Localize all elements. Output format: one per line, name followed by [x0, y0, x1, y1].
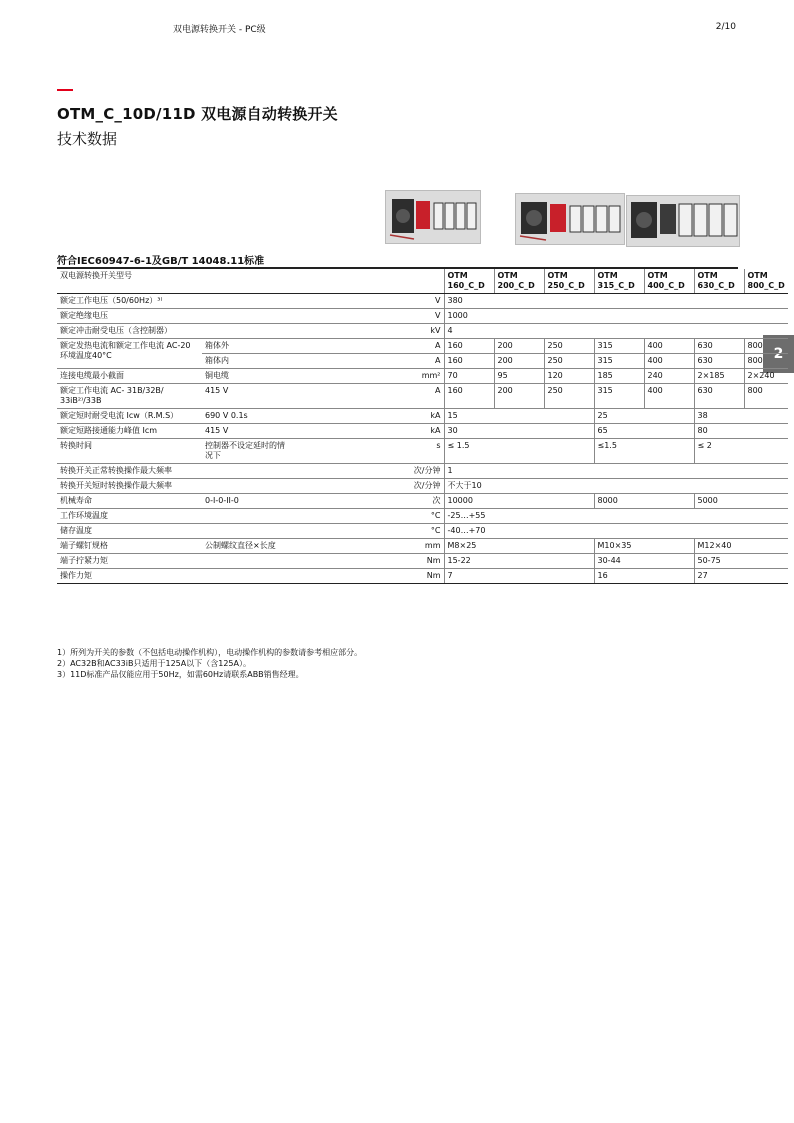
row-condition: 箱体内 — [202, 354, 295, 369]
product-photo-large — [626, 195, 740, 247]
row-value: 16 — [594, 569, 694, 584]
row-condition: 铜电缆 — [202, 369, 295, 384]
row-unit: V — [392, 309, 444, 324]
row-value: 160 — [444, 384, 494, 409]
row-label: 转换开关短时转换操作最大频率 — [57, 479, 202, 494]
row-value: 630 — [694, 354, 744, 369]
table-row — [57, 494, 788, 509]
row-unit: kA — [392, 409, 444, 424]
table-row — [57, 524, 788, 539]
model-col: OTM 800_C_D — [744, 269, 788, 294]
row-value: 80 — [694, 424, 788, 439]
row-value: 800 — [744, 384, 788, 409]
row-value: -25…+55 — [444, 509, 788, 524]
row-unit: mm² — [392, 369, 444, 384]
table-row — [57, 424, 788, 439]
row-value: 1 — [444, 464, 788, 479]
table-row — [57, 324, 788, 339]
row-value: 25 — [594, 409, 694, 424]
row-value: 250 — [544, 354, 594, 369]
row-unit: kA — [392, 424, 444, 439]
row-value: 15-22 — [444, 554, 594, 569]
row-label: 转换时间 — [57, 439, 202, 464]
row-spacer — [295, 294, 392, 309]
table-header-row — [57, 269, 788, 294]
page-title: OTM_C_10D/11D 双电源自动转换开关 — [57, 105, 338, 123]
row-value: ≤1.5 — [594, 439, 694, 464]
row-label: 机械寿命 — [57, 494, 202, 509]
product-photo-small — [385, 190, 481, 244]
row-condition: 箱体外 — [202, 339, 295, 354]
row-unit: s — [392, 439, 444, 464]
accent-bar — [57, 89, 73, 91]
row-unit: A — [392, 354, 444, 369]
row-value: 400 — [644, 384, 694, 409]
running-header: 双电源转换开关 - PC级 — [173, 25, 266, 35]
model-col: OTM 250_C_D — [544, 269, 594, 294]
row-condition — [202, 464, 295, 479]
table-row — [57, 339, 788, 354]
table-row — [57, 554, 788, 569]
row-value: 2×240 — [744, 369, 788, 384]
row-spacer — [295, 569, 392, 584]
page-number: 2/10 — [715, 22, 736, 32]
row-label: 操作力矩 — [57, 569, 202, 584]
row-unit: °C — [392, 524, 444, 539]
product-photo-medium — [515, 193, 625, 245]
footnotes — [57, 647, 362, 680]
row-value: 30 — [444, 424, 594, 439]
row-unit: Nm — [392, 554, 444, 569]
row-label: 储存温度 — [57, 524, 202, 539]
row-value: 4 — [444, 324, 788, 339]
table-row — [57, 409, 788, 424]
row-value: M10×35 — [594, 539, 694, 554]
model-col: OTM 630_C_D — [694, 269, 744, 294]
row-spacer — [295, 494, 392, 509]
row-value: 250 — [544, 339, 594, 354]
row-label: 连接电缆最小截面 — [57, 369, 202, 384]
row-value: 50-75 — [694, 554, 788, 569]
row-unit: A — [392, 384, 444, 409]
row-value: 315 — [594, 339, 644, 354]
row-spacer — [295, 539, 392, 554]
row-condition — [202, 509, 295, 524]
row-value: 160 — [444, 354, 494, 369]
row-spacer — [295, 384, 392, 409]
footnote: 2）AC32B和AC33iB只适用于125A以下（含125A）。 — [57, 659, 251, 668]
table-row — [57, 384, 788, 409]
row-value: 7 — [444, 569, 594, 584]
table-row — [57, 439, 788, 464]
row-value: M8×25 — [444, 539, 594, 554]
row-unit: mm — [392, 539, 444, 554]
row-label: 额定工作电流 AC- 31B/32B/ 33iB²⁾/33B — [57, 384, 202, 409]
row-unit: kV — [392, 324, 444, 339]
row-condition — [202, 309, 295, 324]
row-value: 630 — [694, 339, 744, 354]
row-value: 2×185 — [694, 369, 744, 384]
model-col: OTM 315_C_D — [594, 269, 644, 294]
row-value: 95 — [494, 369, 544, 384]
table-row — [57, 569, 788, 584]
row-value: 200 — [494, 384, 544, 409]
footnote: 3）11D标准产品仅能应用于50Hz，如需60Hz请联系ABB销售经理。 — [57, 670, 304, 679]
row-label: 转换开关正常转换操作最大频率 — [57, 464, 202, 479]
row-condition: 415 V — [202, 424, 295, 439]
row-value: 185 — [594, 369, 644, 384]
model-col: OTM 400_C_D — [644, 269, 694, 294]
row-value: 不大于10 — [444, 479, 788, 494]
row-spacer — [295, 439, 392, 464]
row-condition: 公制螺纹直径×长度 — [202, 539, 295, 554]
row-value: 400 — [644, 354, 694, 369]
row-value: 240 — [644, 369, 694, 384]
row-spacer — [295, 524, 392, 539]
row-value: 800 — [744, 354, 788, 369]
row-condition — [202, 294, 295, 309]
row-spacer — [295, 369, 392, 384]
row-value: 160 — [444, 339, 494, 354]
row-value: M12×40 — [694, 539, 788, 554]
model-col: OTM 200_C_D — [494, 269, 544, 294]
row-label: 额定短时耐受电流 Icw（R.M.S） — [57, 409, 202, 424]
row-value: 250 — [544, 384, 594, 409]
row-value: 70 — [444, 369, 494, 384]
row-label: 额定冲击耐受电压（含控制器） — [57, 324, 202, 339]
row-unit: A — [392, 339, 444, 354]
row-value: 5000 — [694, 494, 788, 509]
row-label: 额定绝缘电压 — [57, 309, 202, 324]
row-label: 额定发热电流和额定工作电流 AC-20 环境温度40°C — [57, 339, 202, 369]
row-value: 315 — [594, 384, 644, 409]
row-condition: 0-I-0-II-0 — [202, 494, 295, 509]
footnote: 1）所列为开关的参数（不包括电动操作机构），电动操作机构的参数请参考相应部分。 — [57, 648, 363, 657]
row-value: 1000 — [444, 309, 788, 324]
page-subtitle: 技术数据 — [57, 130, 118, 148]
row-spacer — [295, 464, 392, 479]
table-row — [57, 294, 788, 309]
row-spacer — [295, 409, 392, 424]
row-spacer — [295, 339, 392, 354]
row-value: 120 — [544, 369, 594, 384]
row-spacer — [295, 509, 392, 524]
row-spacer — [295, 479, 392, 494]
standard-compliance: 符合IEC60947-6-1及GB/T 14048.11标准 — [57, 256, 265, 267]
row-unit: Nm — [392, 569, 444, 584]
row-label: 额定工作电压（50/60Hz）³⁾ — [57, 294, 202, 309]
row-value: ≤ 2 — [694, 439, 788, 464]
row-value: 10000 — [444, 494, 594, 509]
row-condition — [202, 569, 295, 584]
row-unit: V — [392, 294, 444, 309]
row-value: 630 — [694, 384, 744, 409]
table-row — [57, 509, 788, 524]
row-condition: 690 V 0.1s — [202, 409, 295, 424]
row-condition — [202, 524, 295, 539]
row-value: 30-44 — [594, 554, 694, 569]
row-unit: 次 — [392, 494, 444, 509]
row-value: 380 — [444, 294, 788, 309]
row-condition — [202, 554, 295, 569]
section-tab[interactable]: 2 — [763, 335, 794, 373]
row-value: 65 — [594, 424, 694, 439]
row-label: 端子螺钉规格 — [57, 539, 202, 554]
row-value: 15 — [444, 409, 594, 424]
row-spacer — [295, 354, 392, 369]
row-value: -40…+70 — [444, 524, 788, 539]
row-unit: °C — [392, 509, 444, 524]
model-header-label: 双电源转换开关型号 — [57, 269, 444, 294]
table-row — [57, 464, 788, 479]
row-value: 800 — [744, 339, 788, 354]
row-label: 端子拧紧力矩 — [57, 554, 202, 569]
row-value: 315 — [594, 354, 644, 369]
row-spacer — [295, 309, 392, 324]
row-unit: 次/分钟 — [392, 464, 444, 479]
table-row — [57, 369, 788, 384]
row-value: 8000 — [594, 494, 694, 509]
row-label: 工作环境温度 — [57, 509, 202, 524]
row-value: 38 — [694, 409, 788, 424]
row-spacer — [295, 554, 392, 569]
table-row — [57, 539, 788, 554]
row-condition: 415 V — [202, 384, 295, 409]
model-col: OTM 160_C_D — [444, 269, 494, 294]
row-value: 200 — [494, 339, 544, 354]
row-condition — [202, 324, 295, 339]
table-row — [57, 309, 788, 324]
row-unit: 次/分钟 — [392, 479, 444, 494]
row-spacer — [295, 424, 392, 439]
table-row — [57, 479, 788, 494]
row-value: 27 — [694, 569, 788, 584]
row-condition: 控制器不设定延时的情况下 — [202, 439, 295, 464]
spec-table — [57, 269, 788, 584]
row-condition — [202, 479, 295, 494]
row-value: 400 — [644, 339, 694, 354]
row-spacer — [295, 324, 392, 339]
row-value: ≤ 1.5 — [444, 439, 594, 464]
row-label: 额定短路接通能力峰值 Icm — [57, 424, 202, 439]
row-value: 200 — [494, 354, 544, 369]
